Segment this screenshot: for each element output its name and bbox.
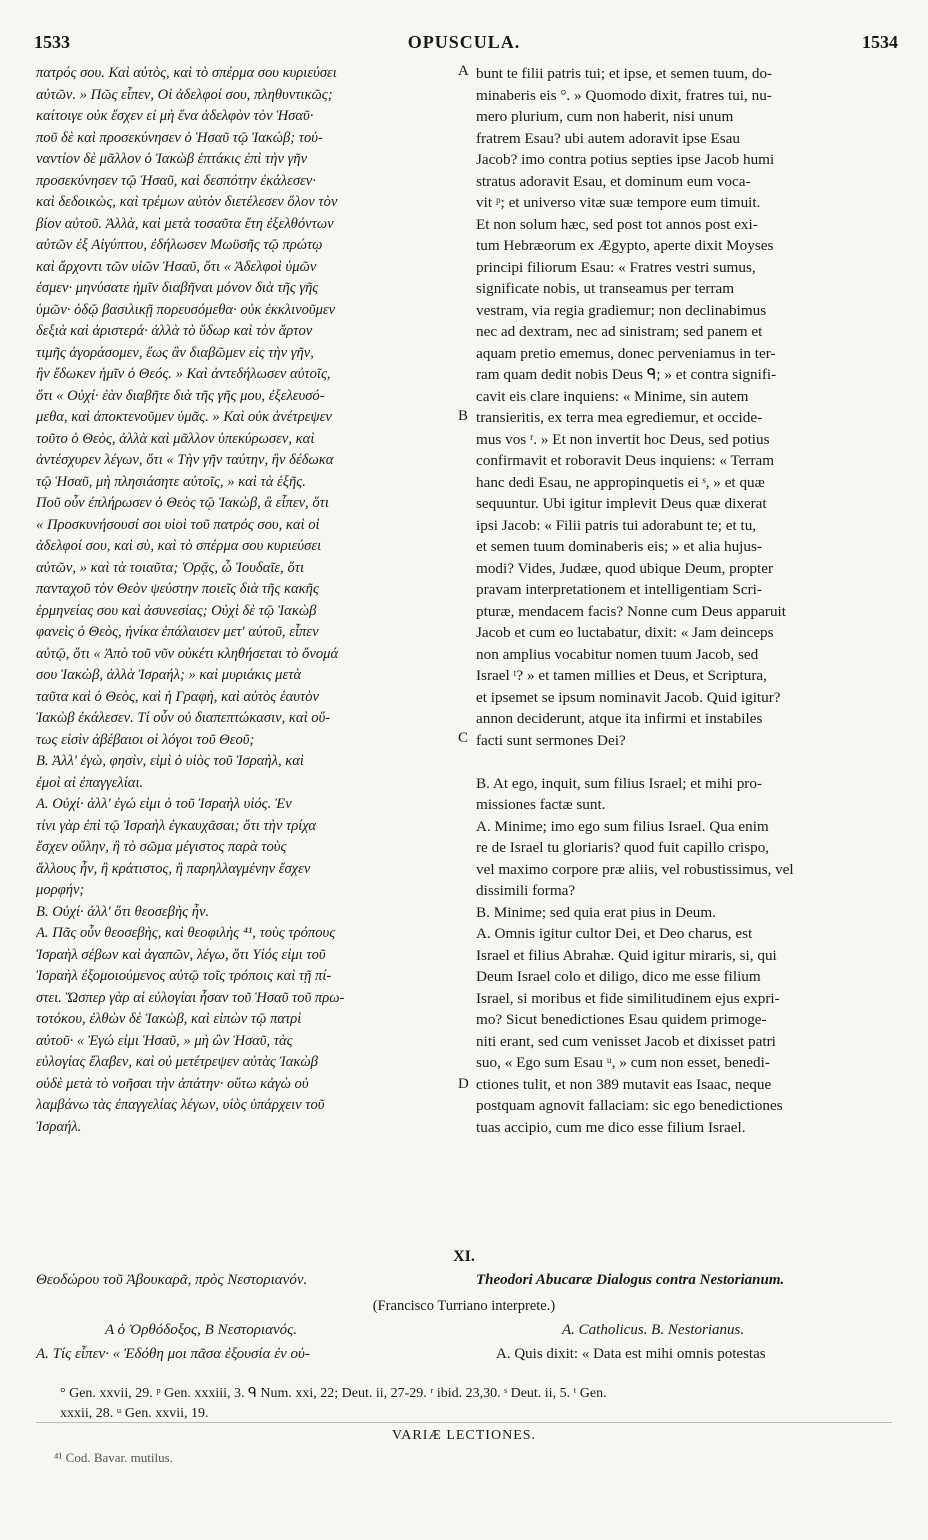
variae-lectiones-header: VARIÆ LECTIONES. bbox=[391, 1428, 537, 1443]
latin-text-line: Deum Israel colo et diligo, dico me esse filium bbox=[476, 968, 761, 985]
latin-text-line: dissimili forma? bbox=[476, 882, 576, 899]
greek-text-line: πανταχοῦ τὸν Θεὸν ψεύστην ποιεῖς διὰ τῆς κακῆς bbox=[36, 581, 319, 597]
latin-text-line: ram quam dedit nobis Deus ᑫ; » et contra signifi- bbox=[476, 366, 777, 383]
page-number-right: 1534 bbox=[862, 32, 898, 52]
greek-text-line: τοτόκου, ἐλθὼν δὲ Ἰακὼβ, καὶ εἰπὼν τῷ πατρὶ bbox=[36, 1011, 302, 1027]
latin-text-line: pravam interpretationem et intelligentiam Scri- bbox=[476, 581, 762, 598]
page-header bbox=[0, 32, 928, 62]
latin-text-line: transieritis, ex terra mea egrediemur, et occide- bbox=[476, 409, 763, 426]
latin-text-line: vestram, via regia gradiemur; non declinabimus bbox=[476, 301, 767, 319]
margin-letter-b: B bbox=[458, 408, 469, 424]
latin-text-line: missiones factæ sunt. bbox=[476, 796, 606, 813]
latin-text-line: ctiones tulit, et non 389 mutavit eas Isaac, neque bbox=[476, 1075, 772, 1093]
greek-text-line: Ἰσραὴλ σέβων καὶ ἀγαπῶν, λέγω, ὅτι Υἱός εἰμι τοῦ bbox=[36, 946, 326, 963]
greek-text-line: αὐτῶν. » Πῶς εἶπεν, Οἱ ἀδελφοί σου, πληθυντικῶς; bbox=[36, 86, 333, 103]
greek-text-line: σου Ἰακὼβ, ἀλλὰ Ἰσραήλ; » καὶ μυριάκις μετὰ bbox=[36, 667, 302, 683]
greek-text-line: ἐσμεν· μηνύσατε ἡμῖν διαβῆναι μόνον διὰ τῆς γῆς bbox=[36, 280, 319, 296]
greek-text-line: τίνι γὰρ ἐπὶ τῷ Ἰσραὴλ ἐγκαυχᾶσαι; ὅτι τὴν τρίχα bbox=[36, 817, 317, 834]
title-greek: Θεοδώρου τοῦ Ἀβουκαρᾶ, πρὸς Νεστοριανόν. bbox=[36, 1272, 308, 1288]
margin-letter-c: C bbox=[458, 730, 469, 746]
latin-text-line: facti sunt sermones Dei? bbox=[476, 731, 626, 749]
greek-text-line: καίτοιγε οὐκ ἔσχεν εἰ μὴ ἕνα ἀδελφὸν τὸν Ἡσαῦ· bbox=[36, 108, 314, 124]
margin-letter-d: D bbox=[458, 1076, 469, 1092]
latin-text-line: et semen tuum dominaberis eis; » et alia hujus- bbox=[476, 538, 762, 555]
greek-column bbox=[36, 63, 454, 1138]
greek-text-line: Ἰσραήλ. bbox=[36, 1118, 82, 1135]
opening-latin: A. Quis dixit: « Data est mihi omnis potestas bbox=[496, 1346, 766, 1362]
latin-text-line: ipsi Jacob: « Filii patris tui adorabunt te; et tu, bbox=[476, 516, 757, 534]
latin-text-line: vel maximo corpore præ aliis, vel robustissimus, vel bbox=[476, 860, 794, 878]
greek-text-line: ὑμῶν· ὁδῷ βασιλικῇ πορευσόμεθα· οὐκ ἐκκλινοῦμεν bbox=[36, 301, 336, 318]
latin-column bbox=[476, 63, 892, 1138]
greek-text-line: προσεκύνησεν τῷ Ἡσαῦ, καὶ δεσπότην ἐκάλεσεν· bbox=[36, 172, 316, 189]
roles-greek: A ὁ Ὀρθόδοξος, B Νεστοριανός. bbox=[105, 1322, 297, 1338]
greek-text-line: τιμῆς ἀγοράσομεν, ἕως ἂν διαβῶμεν εἰς τὴν γῆν, bbox=[36, 344, 314, 361]
greek-text-line: ἣν ἔδωκεν ἡμῖν ὁ Θεός. » Καὶ ἀντεδήλωσεν αὐτοῖς, bbox=[36, 366, 331, 382]
latin-text-line: minaberis eis °. » Quomodo dixit, fratres tui, nu- bbox=[476, 86, 772, 104]
footnote-divider bbox=[36, 1422, 892, 1423]
greek-text-line: ναντίον δὲ μᾶλλον ὁ Ἰακὼβ ἑπτάκις ἐπὶ τὴν γῆν bbox=[36, 151, 308, 167]
greek-text-line: τῷ Ἡσαῦ, μὴ πλησιάσητε αὐτοῖς, » καὶ τὰ ἑξῆς. bbox=[36, 473, 306, 490]
greek-text-line: τοῦτο ὁ Θεὸς, ἀλλὰ καὶ μᾶλλον ὑπεκύρωσεν, καὶ bbox=[36, 430, 315, 447]
greek-text-line: B. Ἀλλ' ἐγὼ, φησὶν, εἰμὶ ὁ υἱὸς τοῦ Ἰσραὴλ, καὶ bbox=[36, 753, 304, 769]
greek-text-line: καὶ ἄρχοντι τῶν υἱῶν Ἡσαῦ, ὅτι « Ἀδελφοὶ ὑμῶν bbox=[36, 258, 317, 275]
greek-text-line: δεξιὰ καὶ ἀριστερά· ἀλλὰ τὸ ὕδωρ καὶ τὸν ἄρτον bbox=[36, 323, 313, 339]
greek-text-line: ταῦτα καὶ ὁ Θεὸς, καὶ ἡ Γραφὴ, καὶ αὐτὸς ἑαυτὸν bbox=[36, 688, 319, 705]
latin-text-line: pturæ, mendacem facis? Nonne cum Deus apparuit bbox=[476, 602, 786, 620]
roles-latin: A. Catholicus. B. Nestorianus. bbox=[562, 1322, 745, 1338]
greek-text-line: αὐτοῦ· « Ἐγώ εἰμι Ἡσαῦ, » μὴ ὢν Ἡσαῦ, τὰς bbox=[36, 1032, 293, 1049]
latin-text-line: cavit eis clare inquiens: « Minime, sin autem bbox=[476, 387, 749, 405]
greek-text-line: ἀντέσχυρεν λέγων, ὅτι « Τὴν γῆν ταύτην, ἣν δέδωκα bbox=[36, 452, 334, 468]
latin-text-line: Israel, si moribus et fide similitudinem ejus expri- bbox=[476, 989, 780, 1007]
latin-text-line: aquam pretio ememus, donec perveniamus in ter- bbox=[476, 344, 776, 362]
latin-text-line: bunt te filii patris tui; et ipse, et semen tuum, do- bbox=[476, 65, 773, 82]
latin-text-line bbox=[476, 751, 892, 773]
latin-text-line: mo? Sicut benedictiones Esau quidem primoge- bbox=[476, 1011, 767, 1028]
greek-text-line: καὶ δεδοικὼς, καὶ τρέμων αὐτὸν διετέλεσεν ὅλον τὸν bbox=[36, 194, 338, 210]
greek-text-line: αὐτῶν ἐξ Αἰγύπτου, ἐδήλωσεν Μωϋσῆς τῷ πρώτῳ bbox=[36, 237, 323, 253]
greek-text-line: εὐλογίας ἔλαβεν, καὶ οὐ μετέτρεψεν αὐτὰς Ἰακὼβ bbox=[36, 1054, 318, 1070]
latin-text-line: B. Minime; sed quia erat pius in Deum. bbox=[476, 903, 717, 921]
latin-text-line: Jacob et cum eo luctabatur, dixit: « Jam deinceps bbox=[476, 624, 774, 641]
greek-text-line: A. Οὐχί· ἀλλ' ἐγώ εἰμι ὁ τοῦ Ἰσραὴλ υἱός. Ἐν bbox=[36, 796, 292, 812]
latin-text-line: Israel ᵗ? » et tamen millies et Deus, et Scriptura, bbox=[476, 667, 767, 684]
latin-text-line: suo, « Ego sum Esau ᵘ, » cum non esset, benedi- bbox=[476, 1054, 770, 1071]
latin-text-line: tum Hebræorum ex Ægypto, aperte dixit Moyses bbox=[476, 237, 774, 254]
greek-text-line: ὅτι « Οὐχί· ἐὰν διαβῆτε διὰ τῆς γῆς μου, ἐξελευσό- bbox=[36, 387, 325, 404]
greek-text-line: B. Οὐχί· ἀλλ' ὅτι θεοσεβὴς ἦν. bbox=[36, 903, 210, 920]
greek-text-line: βίον αὐτοῦ. Ἀλλὰ, καὶ μετὰ τοσαῦτα ἔτη ἐξελθόντων bbox=[36, 215, 334, 232]
latin-text-line: sequuntur. Ubi igitur implevit Deus quæ dixerat bbox=[476, 495, 767, 512]
interpreter-note: (Francisco Turriano interprete.) bbox=[372, 1298, 556, 1314]
section-number: XI. bbox=[453, 1248, 475, 1265]
greek-text-line: ἔσχεν οὔλην, ἢ τὸ σῶμα μέγιστος παρὰ τοὺς bbox=[36, 839, 287, 855]
variae-lectiones-note: ⁴¹ Cod. Bavar. mutilus. bbox=[54, 1450, 173, 1465]
opening-greek: A. Τίς εἶπεν· « Ἐδόθη μοι πᾶσα ἐξουσία ἐν οὐ- bbox=[36, 1346, 310, 1362]
greek-text-line: πατρός σου. Καὶ αὐτὸς, καὶ τὸ σπέρμα σου κυριεύσει bbox=[36, 65, 337, 81]
latin-text-line: principi filiorum Esau: « Fratres vestri sumus, bbox=[476, 258, 756, 276]
latin-text-line: re de Israel tu gloriaris? quod fuit capillo crispo, bbox=[476, 839, 770, 856]
running-title: OPUSCULA. bbox=[407, 32, 521, 52]
greek-text-line: τως εἰσὶν ἀβέβαιοι οἱ λόγοι τοῦ Θεοῦ; bbox=[36, 731, 255, 748]
greek-text-line: A. Πᾶς οὖν θεοσεβὴς, καὶ θεοφιλὴς ⁴¹, τοὺς τρόπους bbox=[36, 925, 336, 941]
latin-text-line: mero plurium, cum non haberit, nisi unum bbox=[476, 108, 734, 125]
latin-text-line: fratrem Esau? ubi autem adoravit ipse Esau bbox=[476, 129, 740, 147]
greek-text-line: ἐμοὶ αἱ ἐπαγγελίαι. bbox=[36, 774, 144, 791]
greek-text-line: Ποῦ οὖν ἐπλήρωσεν ὁ Θεὸς τῷ Ἰακὼβ, ἃ εἶπεν, ὅτι bbox=[36, 495, 329, 511]
greek-text-line: Ἰσραὴλ ἐξομοιούμενος αὐτῷ τοῖς τρόποις καὶ τῇ πί- bbox=[36, 968, 332, 984]
margin-letter-a: A bbox=[458, 63, 469, 79]
greek-text-line: μεθα, καὶ ἀποκτενοῦμεν ὑμᾶς. » Καὶ οὐκ ἀνέτρεψεν bbox=[36, 409, 332, 425]
footnote-line: xxxii, 28. ᵘ Gen. xxvii, 19. bbox=[60, 1406, 209, 1421]
greek-text-line: αὐτῷ, ὅτι « Ἀπὸ τοῦ νῦν οὐκέτι κληθήσεται τὸ ὄνομά bbox=[36, 645, 339, 662]
latin-text-line: Israel et filius Abrahæ. Quid igitur miraris, si, qui bbox=[476, 946, 777, 964]
greek-text-line: ποῦ δὲ καὶ προσεκύνησεν ὁ Ἡσαῦ τῷ Ἰακώβ; τοὐ- bbox=[36, 129, 323, 146]
greek-text-line: στει. Ὥσπερ γὰρ αἱ εὐλογίαι ἦσαν τοῦ Ἡσαῦ τοῦ πρω- bbox=[36, 989, 345, 1006]
latin-text-line: mus vos ʳ. » Et non invertit hoc Deus, sed potius bbox=[476, 430, 770, 448]
latin-text-line: annon deciderunt, atque ita infirmi et instabiles bbox=[476, 710, 763, 727]
greek-text-line: αὐτῶν, » καὶ τὰ τοιαῦτα; Ὁρᾷς, ὦ Ἰουδαῖε, ὅτι bbox=[36, 559, 305, 576]
latin-text-line: niti erant, sed cum venisset Jacob et dixisset patri bbox=[476, 1032, 776, 1050]
latin-text-line: Jacob? imo contra potius septies ipse Jacob humi bbox=[476, 151, 775, 168]
latin-text-line: non amplius vocabitur nomen tuum Jacob, sed bbox=[476, 645, 759, 663]
latin-text-line: tuas accipio, cum me dico esse filium Israel. bbox=[476, 1118, 746, 1136]
latin-text-line: A. Omnis igitur cultor Dei, et Deo charus, est bbox=[476, 925, 753, 942]
page-number-left: 1533 bbox=[34, 32, 70, 52]
greek-text-line: « Προσκυνήσουσί σοι υἱοὶ τοῦ πατρός σου, καὶ οἱ bbox=[36, 516, 320, 533]
greek-text-line: φανεὶς ὁ Θεὸς, ἡνίκα ἐπάλαισεν μετ' αὐτοῦ, εἶπεν bbox=[36, 624, 319, 640]
latin-text-line: significate nobis, ut transeamus per terram bbox=[476, 280, 735, 297]
latin-text-line: modi? Vides, Judæe, quod ubique Deum, propter bbox=[476, 559, 774, 577]
latin-text-line: B. At ego, inquit, sum filius Israel; et mihi pro- bbox=[476, 774, 763, 792]
latin-text-line: Et non solum hæc, sed post tot annos post exi- bbox=[476, 215, 758, 233]
greek-text-line: ἀδελφοί σου, καὶ σὺ, καὶ τὸ σπέρμα σου κυριεύσει bbox=[36, 538, 322, 554]
latin-text-line: hanc dedi Esau, ne appropinquetis ei ˢ, » et quæ bbox=[476, 473, 765, 491]
greek-text-line: μορφήν; bbox=[36, 882, 85, 898]
greek-text-line: ἑρμηνείας σου καὶ ἀσυνεσίας; Οὐχὶ δὲ τῷ Ἰακὼβ bbox=[36, 602, 317, 619]
greek-text-line: οὐδὲ μετὰ τὸ νοῆσαι τὴν ἀπάτην· οὕτω κἀγὼ οὐ bbox=[36, 1075, 309, 1092]
greek-text-line: λαμβάνω τὰς ἐπαγγελίας λέγων, υἱὸς ὑπάρχειν τοῦ bbox=[36, 1097, 325, 1113]
footnote-line: ° Gen. xxvii, 29. ᵖ Gen. xxxiii, 3. ᑫ Num. xxi, 22; Deut. ii, 27-29. ʳ ibid. 23,30. ˢ Deut. ii, 5. ᵗ Gen. bbox=[60, 1386, 607, 1401]
greek-text-line: ἄλλους ἦν, ἢ κράτιστος, ἢ παρηλλαγμένην ἔσχεν bbox=[36, 860, 311, 877]
footnotes bbox=[60, 1384, 900, 1424]
latin-text-line: vit ᵖ; et universo vitæ suæ tempore eum timuit. bbox=[476, 194, 761, 211]
latin-text-line: nec ad dextram, nec ad sinistram; sed panem et bbox=[476, 323, 763, 340]
latin-text-line: confirmavit et roboravit Deus inquiens: « Terram bbox=[476, 452, 775, 469]
latin-text-line: postquam agnovit fallaciam: sic ego benedictiones bbox=[476, 1097, 783, 1114]
greek-text-line: Ἰακὼβ ἐκάλεσεν. Τί οὖν οὐ διαπεπτώκασιν, καὶ οὕ- bbox=[36, 710, 331, 726]
title-latin: Theodori Abucaræ Dialogus contra Nestorianum. bbox=[476, 1272, 785, 1288]
latin-text-line: et ipsemet se ipsum nominavit Jacob. Quid igitur? bbox=[476, 688, 781, 706]
latin-text-line: A. Minime; imo ego sum filius Israel. Qua enim bbox=[476, 817, 769, 835]
latin-text-line: stratus adoravit Esau, et dominum eum voca- bbox=[476, 172, 751, 190]
